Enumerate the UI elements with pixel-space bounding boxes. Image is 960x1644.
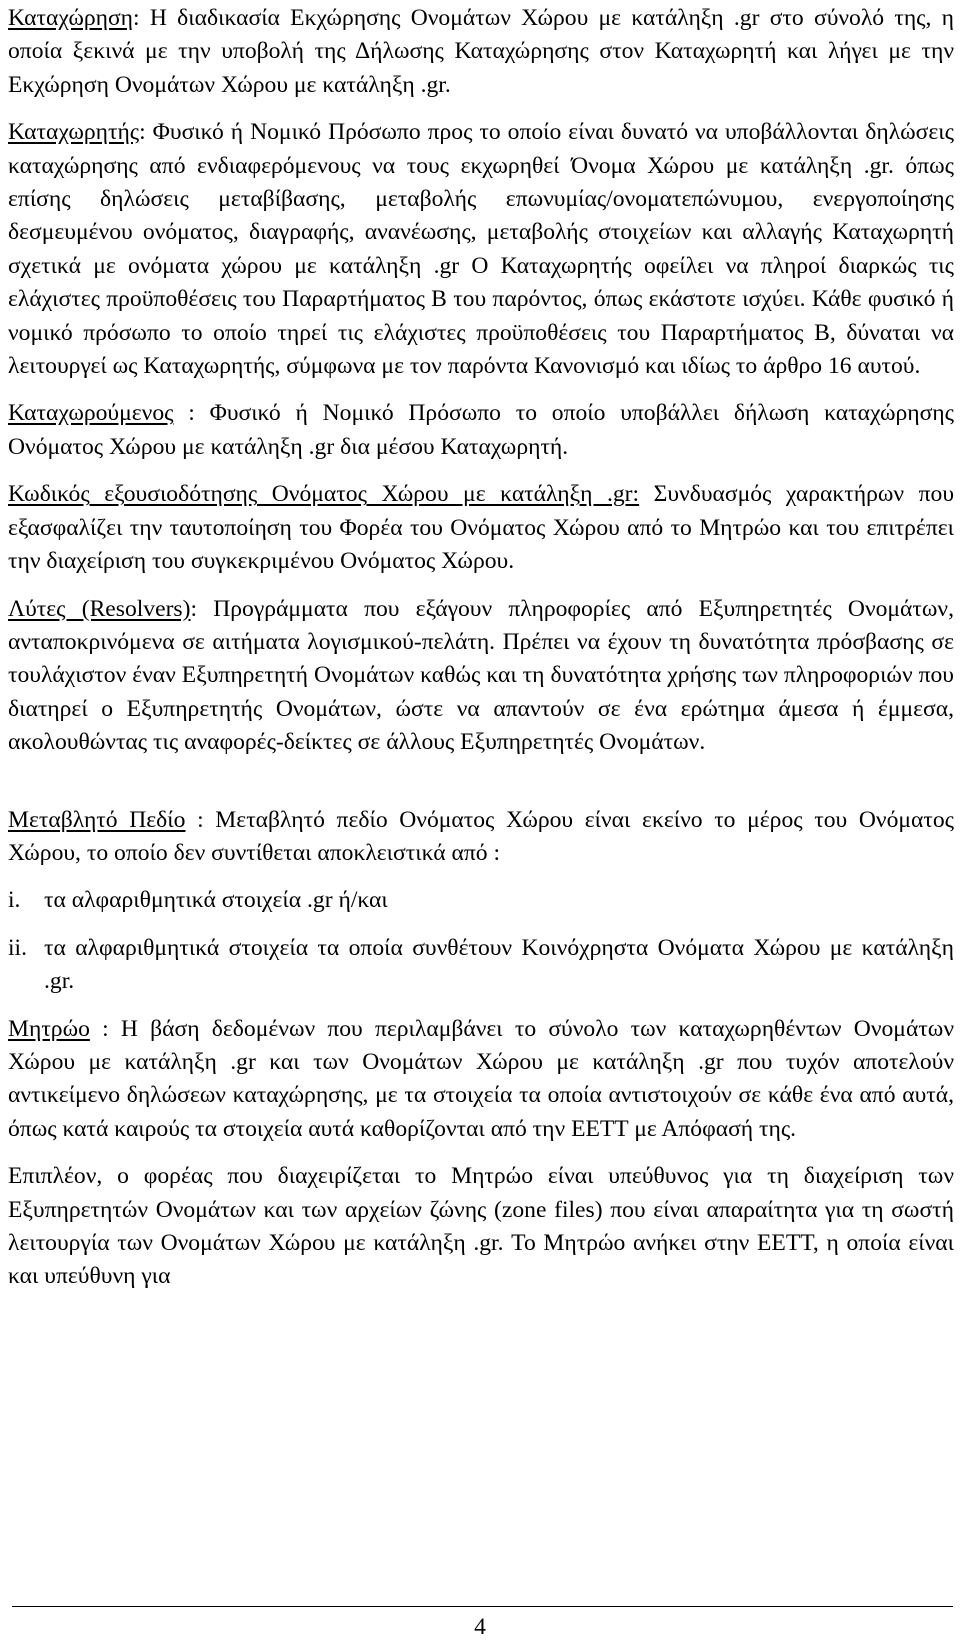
term-registry: Μητρώο — [8, 1015, 90, 1042]
definition-resolvers — [8, 593, 954, 760]
text-auth-code: Συνδυασμός χαρακτήρων που εξασφαλίζει την ταυτοποίηση του Φορέα του Ονόματος Χώρου από το Μητρώο και του επιτρέπει την διαχείριση του συγκεκριμένου Ονόματος Χώρου. — [8, 481, 954, 575]
definition-registry — [8, 1013, 954, 1147]
text-registration: : Η διαδικασία Εκχώρησης Ονομάτων Χώρου με κατάληξη .gr στο σύνολό της, η οποία ξεκινά με την υποβολή της Δήλωσης Καταχώρησης στον Καταχωρητή και λήγει με την Εκχώρηση Ονομάτων Χώρου με κατάληξη .gr. — [8, 5, 954, 98]
list-item — [8, 884, 954, 917]
definition-registrar — [8, 116, 954, 383]
term-resolvers: Λύτες (Resolvers) — [8, 595, 191, 622]
page-number: 4 — [474, 1614, 486, 1640]
text-variable-field: : Μεταβλητό πεδίο Ονόματος Χώρου είναι εκείνο το μέρος του Ονόματος Χώρου, το οποίο δεν συντίθεται αποκλειστικά από : — [8, 806, 954, 866]
list-item-text: τα αλφαριθμητικά στοιχεία .gr ή/και — [44, 887, 388, 914]
definition-variable-field — [8, 804, 954, 871]
list-item-number: i. — [8, 887, 21, 914]
term-variable-field: Μεταβλητό Πεδίο — [8, 806, 186, 833]
term-auth-code: Κωδικός εξουσιοδότησης Ονόματος Χώρου με κατάληξη .gr: — [8, 481, 640, 508]
list-item — [8, 932, 954, 999]
footer-divider — [12, 1606, 953, 1607]
closing-paragraph: Επιπλέον, ο φορέας που διαχειρίζεται το Μητρώο είναι υπεύθυνος για τη διαχείριση των Εξυπηρετητών Ονομάτων και των αρχείων ζώνης (zone files) που είναι απαραίτητα για τη σωστή λειτουργία των Ονομάτων Χώρου με κατάληξη .gr. Το Μητρώο ανήκει στην ΕΕΤΤ, η οποία είναι και υπεύθυνη για — [8, 1163, 954, 1290]
text-registrant: : Φυσικό ή Νομικό Πρόσωπο το οποίο υποβάλλει δήλωση καταχώρησης Ονόματος Χώρου με κατάληξη .gr δια μέσου Καταχωρητή. — [8, 400, 954, 460]
definition-auth-code — [8, 478, 954, 578]
term-registrant: Καταχωρούμενος — [8, 400, 174, 427]
text-registrar: : Φυσικό ή Νομικό Πρόσωπο προς το οποίο είναι δυνατό να υποβάλλονται δηλώσεις καταχώρησης από ενδιαφερόμενους να τους εκχωρηθεί Όνομα Χώρου με κατάληξη .gr. όπως επίσης δηλώσεις μεταβίβασης, μεταβολής επωνυμίας/ονοματεπώνυμου, ενεργοποίησης δεσμευμένου ονόματος, διαγραφής, ανανέωσης, μεταβολής στοιχείων και αλλαγής Καταχωρητή σχετικά με ονόματα χώρου με κατάληξη .gr Ο Καταχωρητής οφείλει να πληροί διαρκώς τις ελάχιστες προϋποθέσεις του Παραρτήματος Β του παρόντος, όπως εκάστοτε ισχύει. Κάθε φυσικό ή νομικό πρόσωπο το οποίο τηρεί τις ελάχιστες προϋποθέσεις του Παραρτήματος Β, δύναται να λειτουργεί ως Καταχωρητής, σύμφωνα με τον παρόντα Κανονισμό και ιδίως το άρθρο 16 αυτού. — [8, 119, 954, 380]
text-resolvers: : Προγράμματα που εξάγουν πληροφορίες από Εξυπηρετητές Ονομάτων, ανταποκρινόμενα σε αιτήματα λογισμικού-πελάτη. Πρέπει να έχουν τη δυνατότητα πρόσβασης σε τουλάχιστον έναν Εξυπηρετητή Ονομάτων καθώς και τη δυνατότητα χρήσης των πληροφοριών που διατηρεί ο Εξυπηρετητής Ονομάτων, ώστε να απαντούν σε ένα ερώτημα άμεσα ή έμμεσα, ακολουθώντας τις αναφορές-δείκτες σε άλλους Εξυπηρετητές Ονομάτων. — [8, 595, 954, 756]
text-registry: : Η βάση δεδομένων που περιλαμβάνει το σύνολο των καταχωρηθέντων Ονομάτων Χώρου με κατάληξη .gr και των Ονομάτων Χώρου με κατάληξη .gr που τυχόν αποτελούν αντικείμενο δηλώσεων καταχώρησης, με τα στοιχεία τα οποία αντιστοιχούν σε κάθε ένα από αυτά, όπως κατά καιρούς τα στοιχεία αυτά καθορίζονται από την ΕΕΤΤ με Απόφασή της. — [8, 1015, 954, 1142]
definition-registrant — [8, 397, 954, 464]
list-item-number: ii. — [8, 934, 28, 961]
term-registration: Καταχώρηση — [8, 5, 134, 31]
document-body — [8, 2, 954, 1294]
term-registrar: Καταχωρητής — [8, 119, 140, 146]
definition-registration — [8, 2, 954, 102]
list-item-text: τα αλφαριθμητικά στοιχεία τα οποία συνθέτουν Κοινόχρηστα Ονόματα Χώρου με κατάληξη .gr. — [44, 934, 954, 995]
